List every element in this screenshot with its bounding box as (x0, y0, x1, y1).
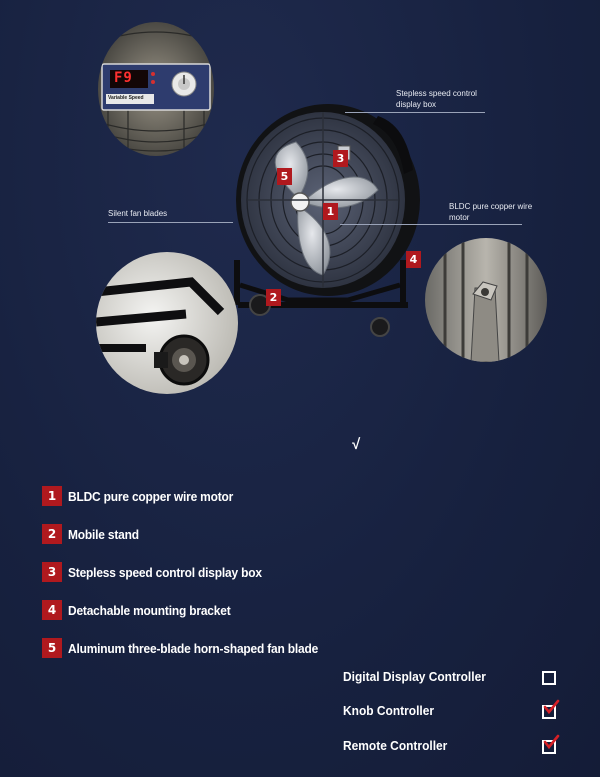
diagram-badge-3: 3 (333, 150, 348, 167)
mounting-bracket-inset (425, 238, 547, 362)
feature-text: Detachable mounting bracket (68, 602, 231, 618)
mobile-stand-inset (96, 252, 238, 394)
feature-text: Stepless speed control display box (68, 564, 262, 580)
display-panel-inset (98, 22, 214, 156)
controller-option-knob (343, 702, 563, 720)
diagram-badge-4: 4 (406, 251, 421, 268)
feature-item (42, 562, 279, 582)
controller-label: Knob Controller (343, 703, 435, 718)
controller-option-remote (343, 737, 563, 755)
feature-number-badge: 3 (42, 562, 62, 582)
feature-number-badge: 5 (42, 638, 62, 658)
feature-item (42, 524, 145, 544)
feature-number-badge: 4 (42, 600, 62, 620)
feature-text: BLDC pure copper wire motor (68, 488, 234, 504)
feature-item (42, 600, 245, 620)
motor-callout: BLDC pure copper wire motor (449, 202, 533, 222)
diagram-badge-2: 2 (266, 289, 281, 306)
display-panel-label: Variable Speed (108, 95, 144, 101)
feature-text: Mobile stand (68, 526, 139, 542)
diagram-badge-5: 5 (277, 168, 292, 185)
feature-text: Aluminum three-blade horn-shaped fan blade (68, 640, 319, 656)
speed-control-callout-line (345, 112, 485, 113)
mobile-stand-image (96, 252, 238, 394)
checkmark-icon (542, 734, 560, 752)
diagram-badge-1: 1 (323, 203, 338, 220)
speed-control-callout: Stepless speed control display box (396, 89, 477, 109)
motor-callout-line (340, 224, 522, 225)
mounting-bracket-image (425, 238, 547, 362)
feature-number-badge: 1 (42, 486, 62, 506)
feature-item (42, 638, 340, 658)
display-readout: F9 (114, 70, 133, 86)
controller-checkbox-digital-display (542, 671, 556, 685)
feature-item (42, 486, 248, 506)
fan-blades-callout: Silent fan blades (108, 209, 168, 218)
fan-blades-callout-line (108, 222, 233, 223)
checkmark-icon (542, 699, 560, 717)
feature-number-badge: 2 (42, 524, 62, 544)
drum-fan-image (228, 100, 428, 340)
controller-label: Digital Display Controller (343, 669, 486, 684)
controller-option-digital-display (343, 668, 563, 686)
controller-label: Remote Controller (343, 738, 448, 753)
display-panel-image (98, 22, 214, 156)
check-symbol: √ (352, 436, 361, 453)
